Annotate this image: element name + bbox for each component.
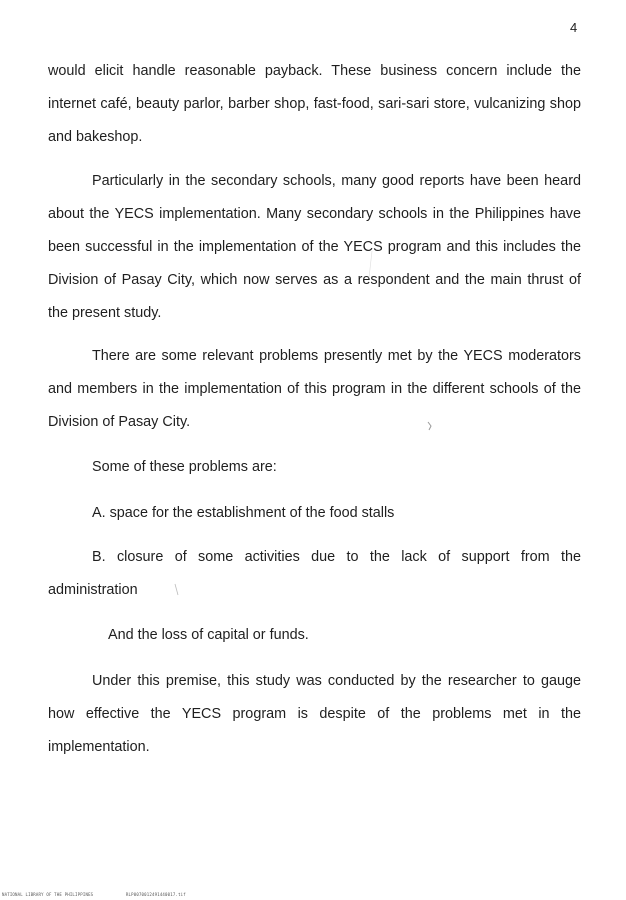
paragraph-secondary-schools: Particularly in the secondary schools, many good reports have been heard about the YECS implementation. Many secondary schools in the Philippines have been successful in the implementation of the YECS program and this includes the Division of Pasay City, which now serves as a respondent and the main thrust of the present study. bbox=[48, 173, 581, 321]
scan-speck bbox=[426, 420, 434, 432]
footer-library: NATIONAL LIBRARY OF THE PHILIPPINES bbox=[2, 892, 94, 897]
page-number: 4 bbox=[570, 20, 578, 35]
scan-stroke bbox=[174, 583, 180, 597]
paragraph-premise: Under this premise, this study was conducted by the researcher to gauge how effective the YECS program is despite of the problems met in the implementation. bbox=[48, 673, 581, 755]
paragraph-business-concerns: would elicit handle reasonable payback. These business concern include the internet café, beauty parlor, barber shop, fast-food, sari-sari store, vulcanizing shop and bakeshop. bbox=[48, 63, 581, 145]
scan-stroke-2 bbox=[368, 250, 374, 280]
problem-item-c: And the loss of capital or funds. bbox=[108, 627, 309, 643]
problem-item-b: B. closure of some activities due to the lack of support from the administration bbox=[48, 549, 581, 598]
scan-footer bbox=[2, 892, 186, 897]
footer-file-id: RLP0070012491440017.tif bbox=[125, 892, 186, 897]
paragraph-relevant-problems: There are some relevant problems presently met by the YECS moderators and members in the implementation of this program in the different schools of the Division of Pasay City. bbox=[48, 348, 581, 430]
paragraph-problems-intro: Some of these problems are: bbox=[92, 459, 277, 475]
problem-item-a: A. space for the establishment of the food stalls bbox=[92, 505, 395, 521]
